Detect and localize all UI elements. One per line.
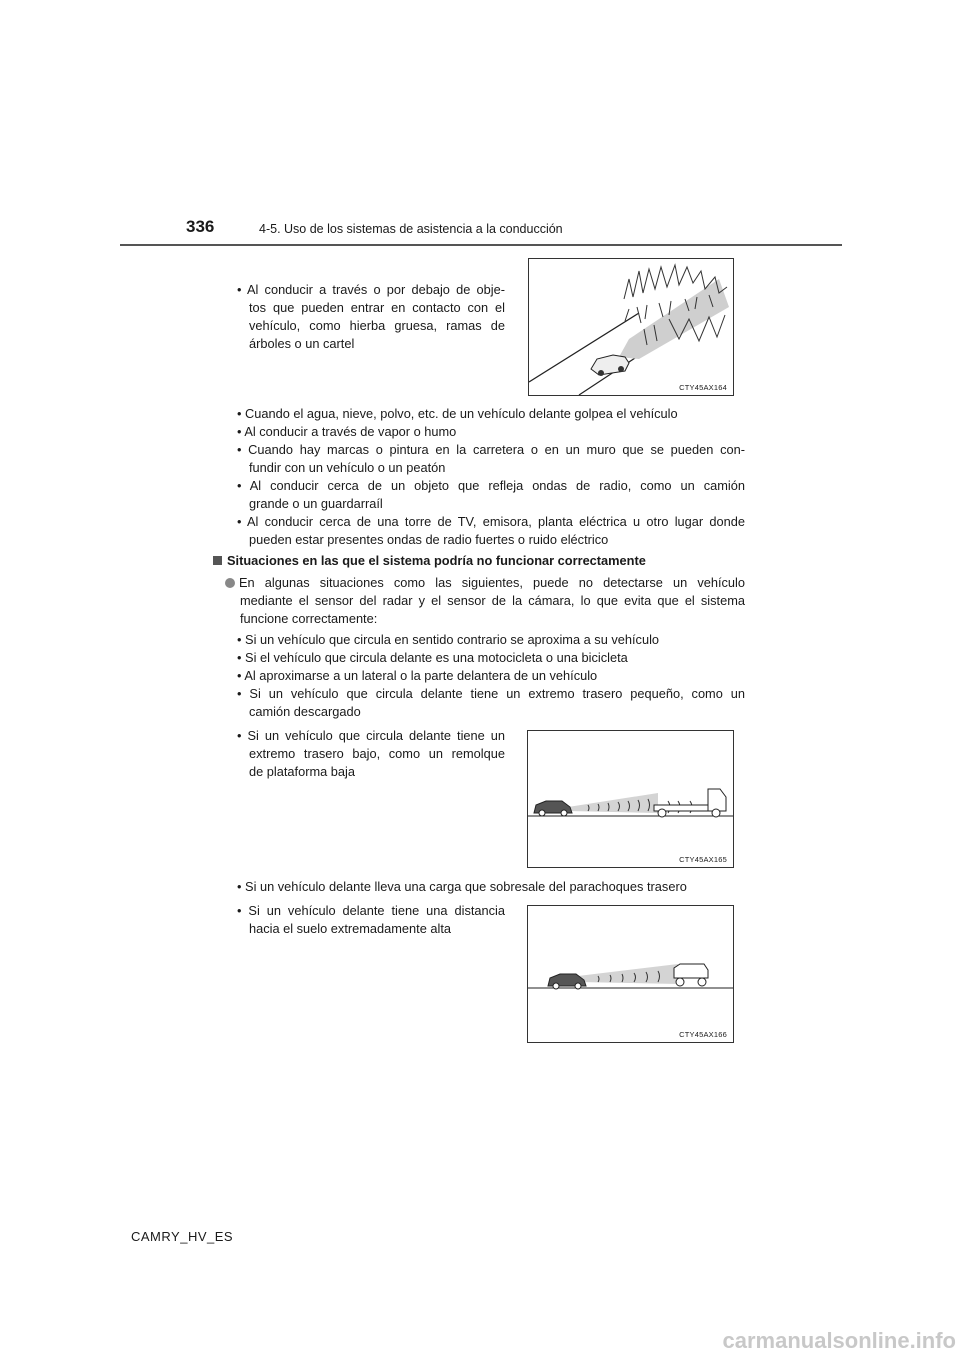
- page-number: 336: [186, 217, 215, 236]
- bullet-line: • Al conducir a través de vapor o humo: [237, 424, 457, 439]
- car-icon: [534, 801, 572, 816]
- figure-high-clearance-illustration: [527, 905, 734, 1043]
- intro-line: funcione correctamente:: [240, 611, 378, 626]
- figure-code: CTY45AX164: [679, 383, 727, 392]
- bullet-line: árboles o un cartel: [249, 336, 355, 351]
- bullet-line: vehículo, como hierba gruesa, ramas de: [249, 318, 505, 333]
- figure-code: CTY45AX166: [679, 1030, 727, 1039]
- high-clearance-illustration: [528, 906, 733, 1042]
- bullet-line: pueden estar presentes ondas de radio fuertes o ruido eléctrico: [249, 532, 609, 547]
- bullet-line: • Si un vehículo que circula en sentido contrario se aproxima a su vehículo: [237, 632, 660, 647]
- bullet-line: grande o un guardarraíl: [249, 496, 383, 511]
- bullet-line: • Si un vehículo delante tiene una distancia: [237, 903, 505, 918]
- bullet-line: camión descargado: [249, 704, 361, 719]
- bullet-line: • Si un vehículo delante lleva una carga que sobresale del parachoques trasero: [237, 879, 687, 894]
- header-divider: [120, 244, 842, 246]
- bullet-line: • Al conducir cerca de una torre de TV, emisora, planta eléctrica u otro lugar donde: [237, 514, 745, 529]
- bullet-line: • Si el vehículo que circula delante es una motocicleta o una bicicleta: [237, 650, 628, 665]
- square-bullet-icon: [213, 556, 222, 565]
- bullet-line: • Cuando hay marcas o pintura en la carretera o en un muro que se pueden con-: [237, 442, 745, 457]
- section-heading-text: Situaciones en las que el sistema podría no funcionar correctamente: [227, 553, 646, 568]
- bullet-line: de plataforma baja: [249, 764, 355, 779]
- bullet-line: • Al conducir a través o por debajo de obje-: [237, 282, 505, 297]
- figure-low-trailer-illustration: [527, 730, 734, 868]
- car-icon: [591, 355, 629, 376]
- figure-code: CTY45AX165: [679, 855, 727, 864]
- bullet-line: tos que pueden entrar en contacto con el: [249, 300, 505, 315]
- footer-model-code: CAMRY_HV_ES: [131, 1229, 234, 1244]
- bullet-line: • Si un vehículo que circula delante tiene un extremo trasero pequeño, como un: [237, 686, 745, 701]
- section-heading: [213, 552, 646, 570]
- bullet-line: • Al aproximarse a un lateral o la parte delantera de un vehículo: [237, 668, 598, 683]
- intro-line: [225, 574, 745, 592]
- bullet-line: fundir con un vehículo o un peatón: [249, 460, 446, 475]
- bullet-line: • Al conducir cerca de un objeto que refleja ondas de radio, como un camión: [237, 478, 745, 493]
- bullet-line: • Si un vehículo que circula delante tiene un: [237, 728, 505, 743]
- bullet-line: extremo trasero bajo, como un remolque: [249, 746, 505, 761]
- section-title: 4-5. Uso de los sistemas de asistencia a la conducción: [259, 222, 563, 236]
- bullet-line: hacia el suelo extremadamente alta: [249, 921, 452, 936]
- intro-line: mediante el sensor del radar y el sensor de la cámara, lo que evita que el sistema: [240, 593, 745, 608]
- vegetation-illustration: [529, 259, 733, 395]
- watermark: carmanualsonline.info: [722, 1328, 956, 1353]
- figure-vegetation-illustration: [528, 258, 734, 396]
- bullet-line: • Cuando el agua, nieve, polvo, etc. de un vehículo delante golpea el vehículo: [237, 406, 678, 421]
- low-trailer-illustration: [528, 731, 733, 867]
- circle-bullet-icon: [225, 578, 235, 588]
- intro-text: En algunas situaciones como las siguientes, puede no detectarse un vehículo: [239, 575, 745, 590]
- suv-icon: [674, 964, 708, 986]
